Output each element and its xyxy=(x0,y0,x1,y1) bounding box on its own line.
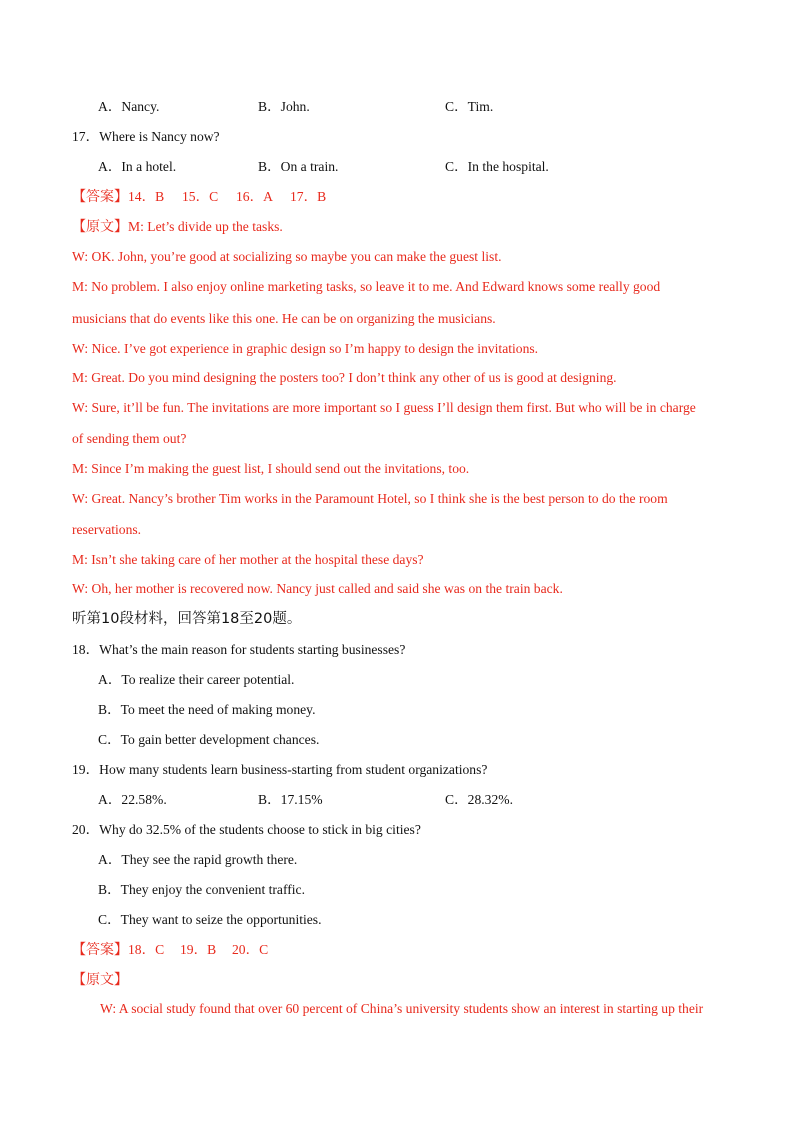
answer-item: 15．C xyxy=(182,189,219,204)
transcript-line: M: Isn’t she taking care of her mother at the hospital these days? xyxy=(72,552,424,567)
q17-option-a: A．In a hotel. xyxy=(98,159,177,174)
transcript-line: W: Great. Nancy’s brother Tim works in the Paramount Hotel, so I think she is the best person to do the room xyxy=(72,491,668,506)
q20-option-b: B．They enjoy the convenient traffic. xyxy=(98,882,305,897)
q17-question: 17．Where is Nancy now? xyxy=(72,129,220,144)
q17-option-b: B．On a train. xyxy=(258,159,339,174)
q18-option-b: B．To meet the need of making money. xyxy=(98,702,316,717)
transcript-tag-2: 【原文】 xyxy=(72,972,128,988)
q19-option-c: C．28.32%. xyxy=(445,792,513,807)
answer-line-2 xyxy=(72,942,268,958)
answer-item: 20．C xyxy=(232,942,269,957)
transcript-line: of sending them out? xyxy=(72,431,187,446)
transcript-line: M: Great. Do you mind designing the posters too? I don’t think any other of us is good at designing. xyxy=(72,370,617,385)
q16-option-c: C．Tim. xyxy=(445,99,494,114)
transcript-line: W: OK. John, you’re good at socializing so maybe you can make the guest list. xyxy=(72,249,502,264)
answer-item: 18．C xyxy=(128,942,165,957)
q16-option-b: B．John. xyxy=(258,99,310,114)
answer-item: 16．A xyxy=(236,189,274,204)
q17-option-c: C．In the hospital. xyxy=(445,159,549,174)
q19-question: 19．How many students learn business-starting from student organizations? xyxy=(72,762,488,777)
q20-option-a: A．They see the rapid growth there. xyxy=(98,852,298,867)
q19-option-a: A．22.58%. xyxy=(98,792,167,807)
transcript-line: W: Nice. I’ve got experience in graphic design so I’m happy to design the invitations. xyxy=(72,341,539,356)
answer-line-1 xyxy=(72,189,326,205)
transcript-line: reservations. xyxy=(72,522,142,537)
answer-tag: 【答案】 xyxy=(72,942,128,958)
q20-option-c: C．They want to seize the opportunities. xyxy=(98,912,322,927)
answer-item: 14．B xyxy=(128,189,165,204)
transcript-line: W: Sure, it’ll be fun. The invitations are more important so I guess I’ll design them first. But who will be in charge xyxy=(72,400,696,415)
transcript-line: musicians that do events like this one. He can be on organizing the musicians. xyxy=(72,311,496,326)
transcript-line: W: Oh, her mother is recovered now. Nancy just called and said she was on the train back. xyxy=(72,581,563,596)
transcript-line xyxy=(72,219,283,235)
transcript-line: M: No problem. I also enjoy online marketing tasks, so leave it to me. And Edward knows some really good xyxy=(72,279,661,294)
answer-item: 17．B xyxy=(290,189,327,204)
q18-option-c: C．To gain better development chances. xyxy=(98,732,320,747)
answer-item: 19．B xyxy=(180,942,217,957)
q18-option-a: A．To realize their career potential. xyxy=(98,672,295,687)
transcript-text: M: Let’s divide up the tasks. xyxy=(128,219,283,234)
transcript-line: M: Since I’m making the guest list, I should send out the invitations, too. xyxy=(72,461,470,476)
transcript-tag: 【原文】 xyxy=(72,219,128,235)
q18-question: 18．What’s the main reason for students starting businesses? xyxy=(72,642,406,657)
answer-tag: 【答案】 xyxy=(72,189,128,205)
section-heading: 听第10段材料，回答第18至20题。 xyxy=(72,611,302,627)
q20-question: 20．Why do 32.5% of the students choose to stick in big cities? xyxy=(72,822,421,837)
q19-option-b: B．17.15% xyxy=(258,792,323,807)
transcript-line: W: A social study found that over 60 percent of China’s university students show an interest in starting up their xyxy=(100,1001,704,1016)
q16-option-a: A．Nancy. xyxy=(98,99,160,114)
